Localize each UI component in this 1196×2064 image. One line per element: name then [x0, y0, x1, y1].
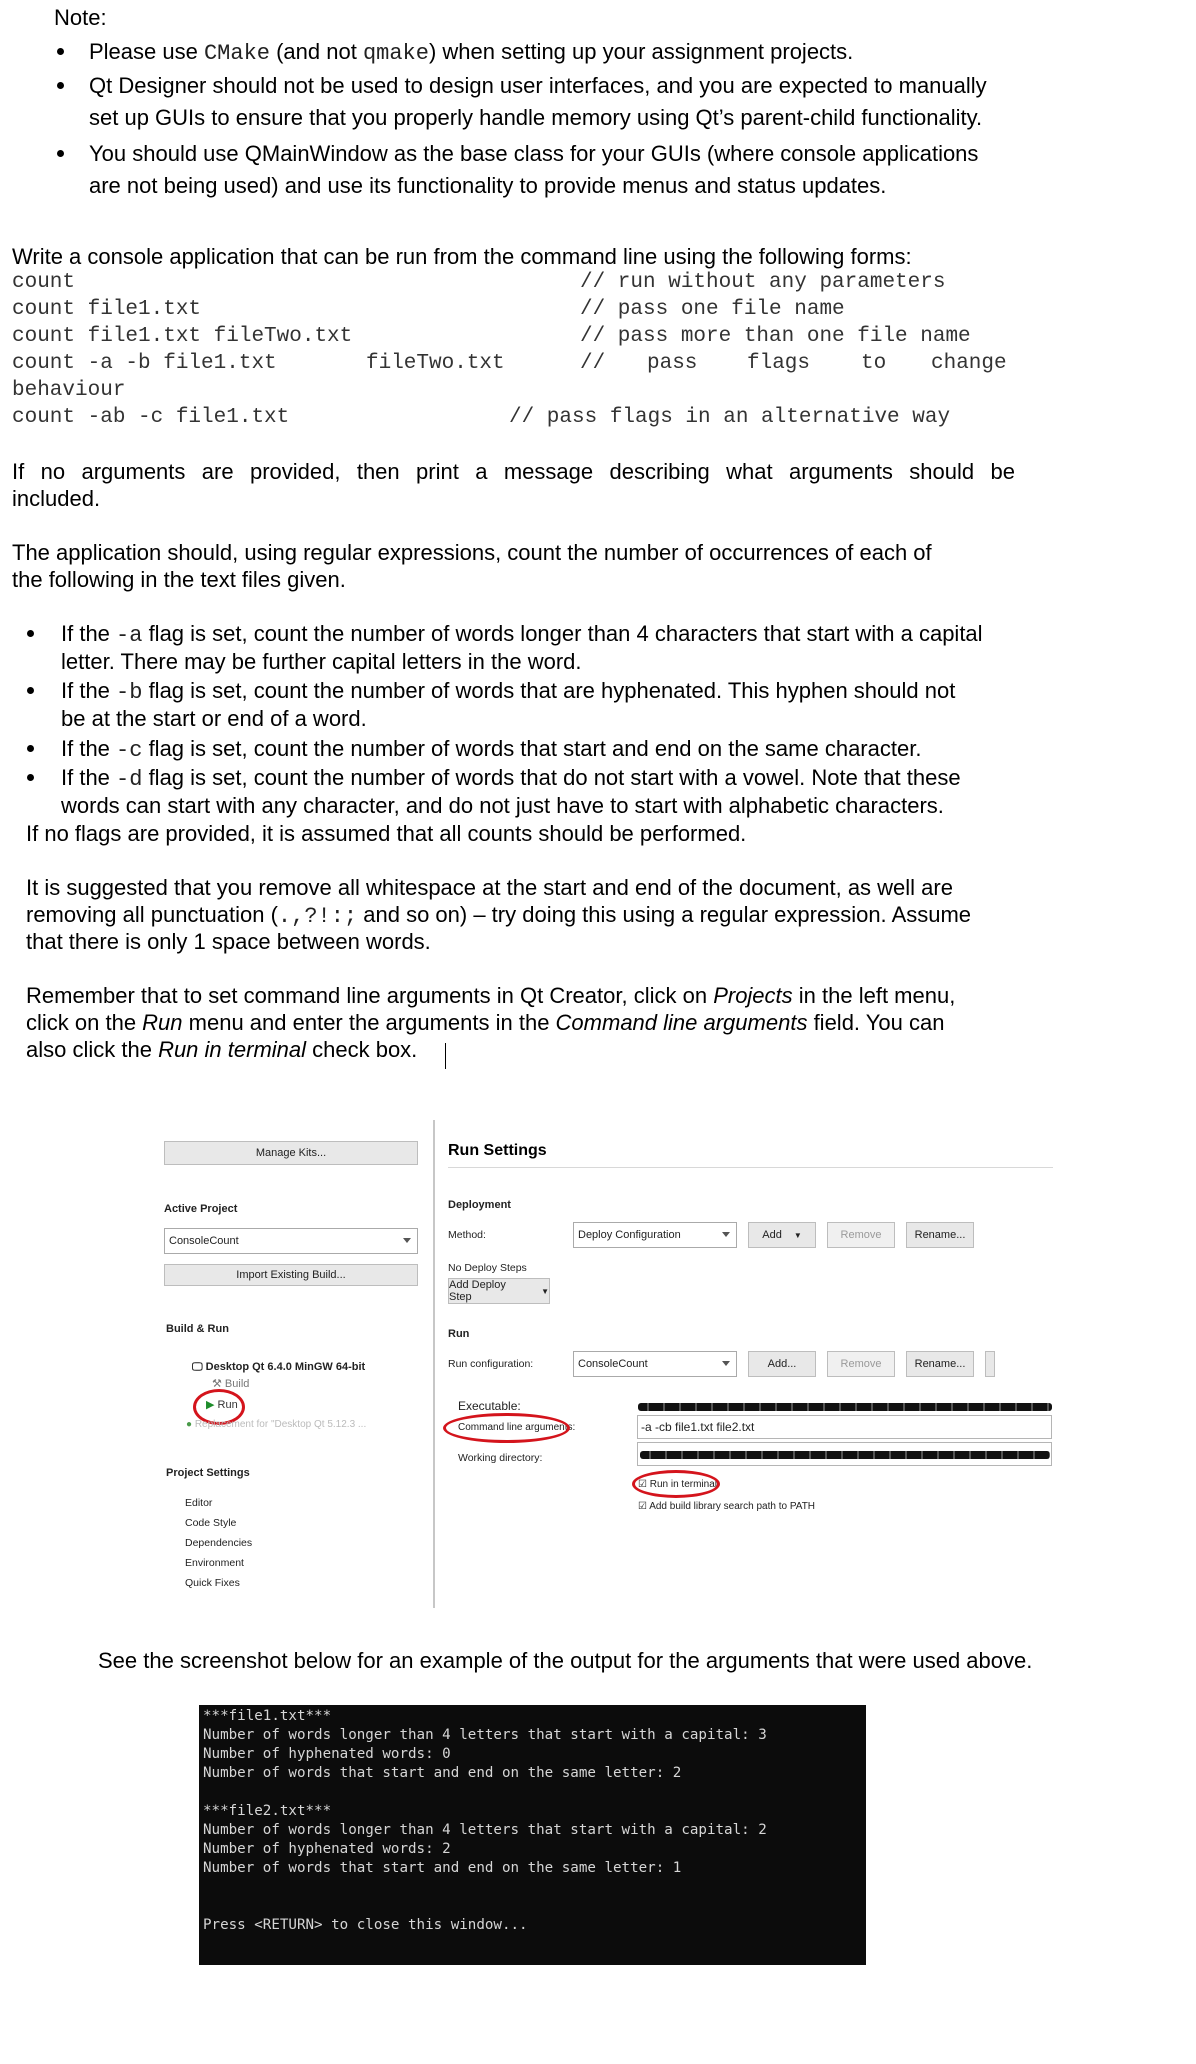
- checkbox-checked-icon: ☑: [638, 1479, 650, 1490]
- remember-l1: Remember that to set command line arguments in Qt Creator, click on Projects in the left menu,: [26, 983, 956, 1008]
- active-project-heading: Active Project: [164, 1203, 238, 1215]
- terminal-line: Number of words longer than 4 letters that start with a capital: 3: [203, 1727, 767, 1743]
- run-config-combo[interactable]: ConsoleCount: [573, 1351, 737, 1377]
- rename-run-config-button[interactable]: Rename...: [906, 1351, 974, 1377]
- run-heading: Run: [448, 1328, 470, 1340]
- add-deploy-config-button[interactable]: Add ▼: [748, 1222, 816, 1248]
- run-config-label: Run configuration:: [448, 1358, 534, 1370]
- replacement-item[interactable]: ● Replacement for "Desktop Qt 5.12.3 ...: [186, 1419, 367, 1430]
- import-build-button[interactable]: Import Existing Build...: [164, 1264, 418, 1286]
- settings-item-quick-fixes[interactable]: Quick Fixes: [185, 1577, 240, 1589]
- terminal-line: [203, 1878, 862, 1897]
- form-comment-4-w5: change: [931, 352, 1007, 375]
- form-comment-4-wrap: behaviour: [12, 379, 126, 402]
- note-heading: Note:: [54, 5, 107, 30]
- regex-l2: the following in the text files given.: [12, 567, 346, 592]
- form-cmd-4-file2: fileTwo.txt: [366, 352, 505, 375]
- noargs-l2: included.: [12, 486, 101, 511]
- remove-run-config-button[interactable]: Remove: [827, 1351, 895, 1377]
- note-bullet-qmainwindow-l2: are not being used) and use its functionality to provide menus and status updates.: [89, 173, 887, 198]
- flag-a-l1: If the -a flag is set, count the number of words longer than 4 characters that start with a capital: [61, 621, 983, 648]
- terminal-line: ***file2.txt***: [203, 1803, 332, 1819]
- flag-d-l1: If the -d flag is set, count the number of words that do not start with a vowel. Note that these: [61, 765, 961, 792]
- form-cmd-4: count -a -b file1.txt: [12, 352, 277, 375]
- hammer-icon: ⚒: [212, 1378, 225, 1390]
- form-comment-1: // run without any parameters: [580, 271, 946, 294]
- terminal-line: Number of words that start and end on the same letter: 2: [203, 1765, 682, 1781]
- note-bullet-cmake: Please use CMake (and not qmake) when setting up your assignment projects.: [89, 39, 854, 66]
- remember-l2: click on the Run menu and enter the arguments in the Command line arguments field. You can: [26, 1010, 945, 1035]
- form-cmd-5: count -ab -c file1.txt: [12, 406, 290, 429]
- terminal-line: Number of hyphenated words: 0: [203, 1746, 451, 1762]
- task-intro: Write a console application that can be run from the command line using the following forms:: [12, 244, 912, 269]
- terminal-line: Number of hyphenated words: 2: [203, 1841, 451, 1857]
- run-in-terminal-checkbox[interactable]: ☑ Run in terminal: [638, 1479, 718, 1490]
- project-settings-heading: Project Settings: [166, 1467, 250, 1479]
- form-comment-4-w3: flags: [747, 352, 811, 375]
- screenshot-caption: See the screenshot below for an example of the output for the arguments that were used above.: [98, 1648, 1033, 1673]
- note-bullet-qmainwindow-l1: You should use QMainWindow as the base class for your GUIs (where console applications: [89, 141, 979, 166]
- form-comment-4-w2: pass: [647, 352, 698, 375]
- cmd-args-highlight: [443, 1413, 570, 1443]
- bullet-dot: [27, 774, 34, 781]
- flag-b-l2: be at the start or end of a word.: [61, 706, 367, 731]
- text-cursor: [445, 1043, 446, 1069]
- bullet-dot: [27, 630, 34, 637]
- add-run-config-button[interactable]: Add...: [748, 1351, 816, 1377]
- overflow-button[interactable]: [985, 1351, 995, 1377]
- redacted-executable-path: [638, 1403, 1052, 1411]
- terminal-line: [203, 1897, 862, 1916]
- form-comment-3: // pass more than one file name: [580, 325, 971, 348]
- run-settings-title: Run Settings: [448, 1142, 547, 1159]
- bullet-dot: [27, 687, 34, 694]
- terminal-line: ***file1.txt***: [203, 1708, 332, 1724]
- deployment-heading: Deployment: [448, 1199, 511, 1211]
- monitor-icon: 🖵: [192, 1361, 206, 1373]
- panel-divider: [433, 1120, 435, 1608]
- chevron-down-icon: [722, 1361, 730, 1366]
- note-bullet-designer-l2: set up GUIs to ensure that you properly handle memory using Qt’s parent-child functionality.: [89, 105, 983, 130]
- terminal-line: [203, 1783, 862, 1802]
- manage-kits-button[interactable]: Manage Kits...: [164, 1141, 418, 1165]
- project-combo[interactable]: ConsoleCount: [164, 1228, 418, 1254]
- suggest-l2: removing all punctuation (.,?!:; and so on) – try doing this using a regular expression. Assume: [26, 902, 972, 929]
- redacted-working-dir: [640, 1451, 1050, 1459]
- chevron-down-icon: [403, 1238, 411, 1243]
- terminal-output: [199, 1705, 866, 1965]
- settings-item-dependencies[interactable]: Dependencies: [185, 1537, 253, 1549]
- terminal-line: Press <RETURN> to close this window...: [203, 1917, 528, 1933]
- form-comment-4-w1: //: [580, 352, 606, 375]
- settings-item-environment[interactable]: Environment: [185, 1557, 244, 1569]
- flag-none: If no flags are provided, it is assumed that all counts should be performed.: [26, 821, 747, 846]
- cmd-args-input[interactable]: -a -cb file1.txt file2.txt: [637, 1415, 1052, 1439]
- working-dir-label: Working directory:: [458, 1452, 543, 1464]
- chevron-down-icon: ▼: [541, 1286, 549, 1296]
- play-icon: ▶: [206, 1399, 218, 1411]
- no-deploy-steps: No Deploy Steps: [448, 1262, 527, 1274]
- cmd-args-label: Command line arguments:: [458, 1422, 576, 1433]
- executable-label: Executable:: [458, 1399, 521, 1413]
- chevron-down-icon: [722, 1232, 730, 1237]
- form-cmd-2: count file1.txt: [12, 298, 202, 321]
- remove-deploy-config-button[interactable]: Remove: [827, 1222, 895, 1248]
- terminal-line: Number of words longer than 4 letters that start with a capital: 2: [203, 1822, 767, 1838]
- flag-d-l2: words can start with any character, and do not just have to start with alphabetic characters.: [61, 793, 944, 818]
- add-build-lib-checkbox[interactable]: ☑ Add build library search path to PATH: [638, 1501, 816, 1512]
- suggest-l3: that there is only 1 space between words.: [26, 929, 431, 954]
- form-cmd-3: count file1.txt fileTwo.txt: [12, 325, 353, 348]
- noargs-l1: If no arguments are provided, then print a message describing what arguments should be: [12, 459, 1015, 484]
- run-in-terminal-highlight: [632, 1470, 720, 1498]
- add-deploy-step-button[interactable]: Add Deploy Step ▼: [449, 1279, 549, 1303]
- chevron-down-icon: ▼: [793, 1230, 802, 1240]
- form-comment-5: // pass flags in an alternative way: [509, 406, 951, 429]
- form-comment-4-w4: to: [861, 352, 887, 375]
- bullet-dot: [27, 745, 34, 752]
- build-item[interactable]: ⚒ Build: [212, 1378, 250, 1390]
- settings-item-editor[interactable]: Editor: [185, 1497, 213, 1509]
- flag-c-l1: If the -c flag is set, count the number of words that start and end on the same character.: [61, 736, 922, 763]
- flag-a-l2: letter. There may be further capital letters in the word.: [61, 649, 582, 674]
- title-divider: [448, 1167, 1053, 1168]
- bullet-dot: [57, 82, 64, 89]
- form-comment-2: // pass one file name: [580, 298, 845, 321]
- checkbox-checked-icon: ☑: [638, 1501, 650, 1512]
- terminal-line: Number of words that start and end on the same letter: 1: [203, 1860, 682, 1876]
- bullet-dot: [57, 48, 64, 55]
- settings-item-code-style[interactable]: Code Style: [185, 1517, 237, 1529]
- suggest-l1: It is suggested that you remove all whitespace at the start and end of the document, as well are: [26, 875, 953, 900]
- qt-creator-screenshot: [160, 1120, 1060, 1615]
- bullet-dot: [57, 150, 64, 157]
- note-bullet-designer-l1: Qt Designer should not be used to design user interfaces, and you are expected to manually: [89, 73, 987, 98]
- rename-deploy-config-button[interactable]: Rename...: [906, 1222, 974, 1248]
- run-item[interactable]: ▶ Run: [206, 1399, 238, 1411]
- regex-l1: The application should, using regular expressions, count the number of occurrences of each of: [12, 540, 932, 565]
- deploy-config-combo[interactable]: Deploy Configuration: [573, 1222, 737, 1248]
- kit-item[interactable]: 🖵 Desktop Qt 6.4.0 MinGW 64-bit: [192, 1361, 366, 1373]
- circle-icon: ●: [186, 1419, 195, 1430]
- method-label: Method:: [448, 1229, 486, 1241]
- remember-l3: also click the Run in terminal check box.: [26, 1037, 418, 1062]
- build-run-heading: Build & Run: [166, 1323, 229, 1335]
- flag-b-l1: If the -b flag is set, count the number of words that are hyphenated. This hyphen should not: [61, 678, 956, 705]
- form-cmd-1: count: [12, 271, 76, 294]
